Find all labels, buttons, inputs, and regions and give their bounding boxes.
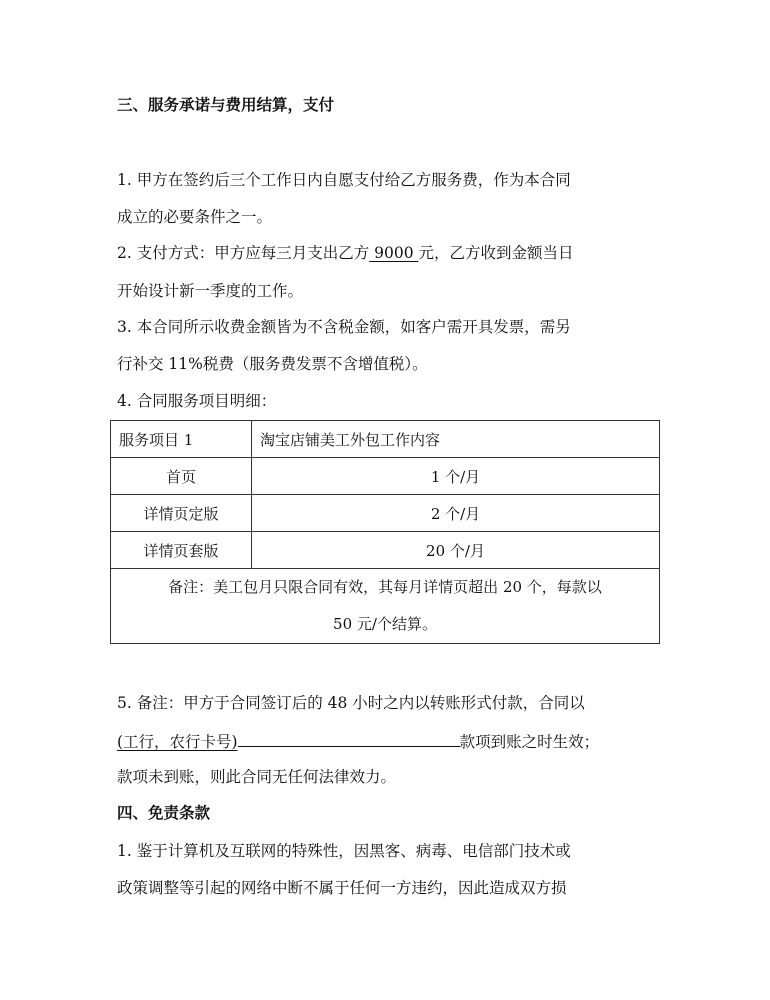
section3-item2-line1 (117, 243, 574, 263)
table-cell: 详情页定版 (111, 495, 252, 532)
table-note-line1: 备注：美工包月只限合同有效，其每月详情页超出 20 个，每款以 (168, 578, 602, 596)
item2-amount: 9000 (369, 244, 419, 262)
table-header-row (111, 421, 660, 458)
table-cell: 1 个/月 (252, 458, 660, 495)
table-cell: 2 个/月 (252, 495, 660, 532)
table-note-row (111, 569, 660, 644)
table-row (111, 495, 660, 532)
table-row (111, 532, 660, 569)
item5-line2-suffix: 款项到账之时生效； (459, 733, 600, 751)
section4-item1-line2: 政策调整等引起的网络中断不属于任何一方违约，因此造成双方损 (117, 879, 567, 897)
item5-line3: 款项未到账，则此合同无任何法律效力。 (117, 768, 397, 786)
item5-line1: 5. 备注：甲方于合同签订后的 48 小时之内以转账形式付款，合同以 (117, 694, 585, 712)
table-cell: 淘宝店铺美工外包工作内容 (252, 421, 660, 458)
table-row (111, 458, 660, 495)
item5-line2 (117, 729, 599, 752)
table-note-cell (111, 569, 660, 644)
table-cell: 详情页套版 (111, 532, 252, 569)
section3-heading: 三、服务承诺与费用结算，支付 (117, 96, 335, 114)
section3-item3-line1: 3. 本合同所示收费金额皆为不含税金额，如客户需开具发票，需另 (117, 318, 571, 336)
section3-item1-line1: 1. 甲方在签约后三个工作日内自愿支付给乙方服务费，作为本合同 (117, 171, 571, 189)
bank-account-blank (238, 729, 460, 747)
section3-item3-line2: 行补交 11%税费（服务费发票不含增值税）。 (117, 355, 428, 373)
bank-account-text: (工行，农行卡号) (117, 733, 238, 751)
item2-suffix: 元，乙方收到金额当日 (418, 244, 574, 262)
table-note-line2: 50 元/个结算。 (333, 615, 437, 633)
section4-item1-line1: 1. 鉴于计算机及互联网的特殊性，因黑客、病毒、电信部门技术或 (117, 842, 571, 860)
table-cell: 服务项目 1 (111, 421, 252, 458)
item2-prefix: 2. 支付方式：甲方应每三月支出乙方 (117, 244, 370, 262)
section4-heading: 四、免责条款 (117, 804, 211, 822)
section3-item1-line2: 成立的必要条件之一。 (117, 208, 273, 226)
table-cell: 首页 (111, 458, 252, 495)
section3-item2-line2: 开始设计新一季度的工作。 (117, 282, 304, 300)
table-cell: 20 个/月 (252, 532, 660, 569)
section3-item4-title: 4. 合同服务项目明细： (117, 392, 277, 410)
service-table (110, 420, 660, 644)
